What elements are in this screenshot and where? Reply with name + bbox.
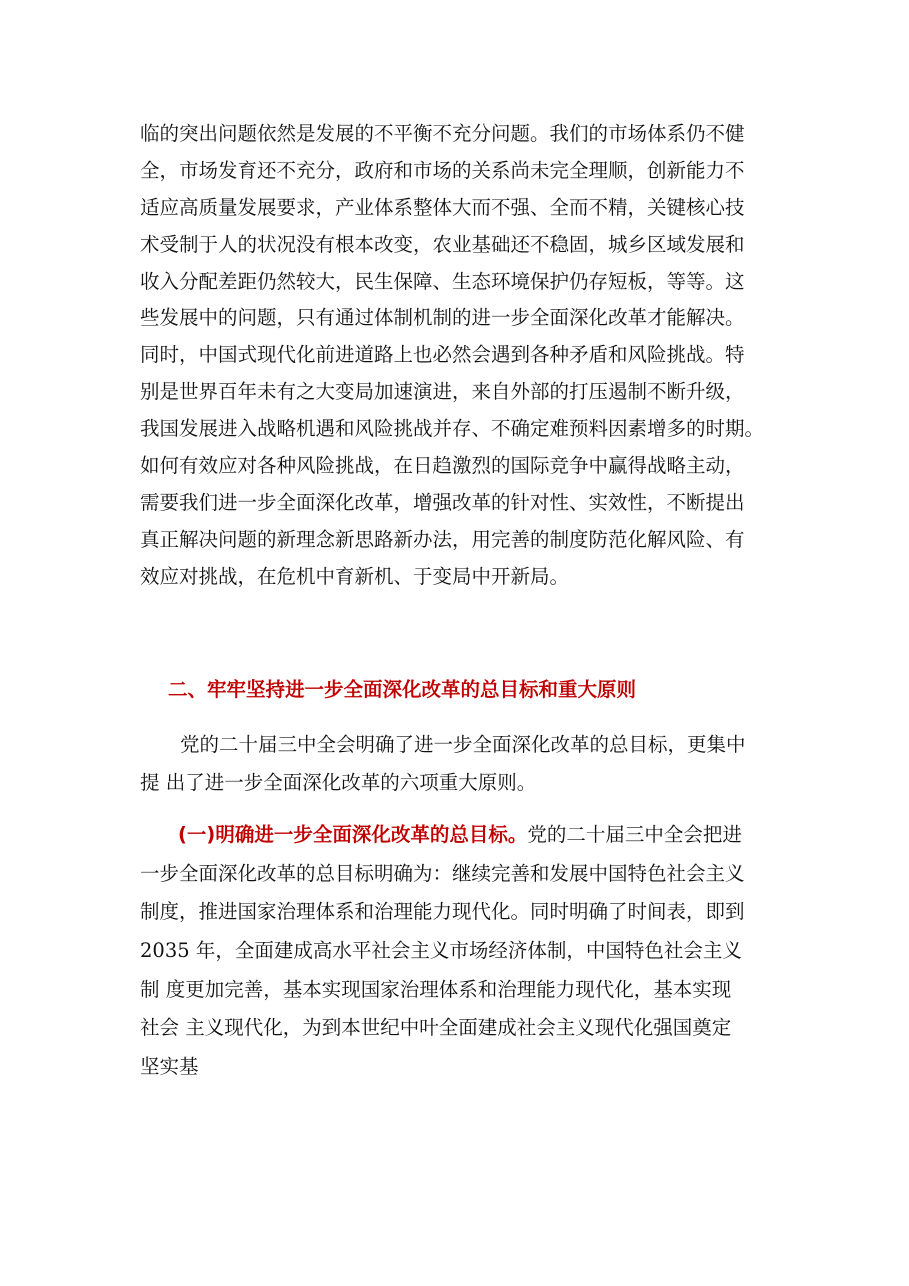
subsection-lead: (一)明确进一步全面深化改革的总目标。 bbox=[178, 823, 528, 846]
text-line: 些发展中的问题，只有通过体制机制的进一步全面深化改革才能解决。 bbox=[140, 306, 745, 330]
text-line: 效应对挑战，在危机中育新机、于变局中开新局。 bbox=[140, 564, 570, 588]
text-line: 别是世界百年未有之大变局加速演进，来自外部的打压遏制不断升级， bbox=[140, 380, 745, 404]
text-line: 党的二十届三中全会明确了进一步全面深化改革的总目标，更集中 bbox=[180, 733, 746, 756]
body-paragraph-2 bbox=[140, 726, 780, 802]
text-line: 真正解决问题的新理念新思路新办法，用完善的制度防范化解风险、有 bbox=[140, 527, 745, 551]
text-line: 提 出了进一步全面深化改革的六项重大原则。 bbox=[140, 771, 537, 794]
text-line: 全，市场发育还不充分，政府和市场的关系尚未完全理顺，创新能力不 bbox=[140, 158, 745, 182]
text-line-first bbox=[140, 816, 780, 855]
text-line: 适应高质量发展要求，产业体系整体大而不强、全而不精，关键核心技 bbox=[140, 195, 745, 219]
text-line: 同时，中国式现代化前进道路上也必然会遇到各种矛盾和风险挑战。特 bbox=[140, 343, 745, 367]
section-heading: 二、牢牢坚持进一步全面深化改革的总目标和重大原则 bbox=[168, 678, 637, 701]
text-line: 坚实基 bbox=[140, 1055, 199, 1079]
text-line: 临的突出问题依然是发展的不平衡不充分问题。我们的市场体系仍不健 bbox=[140, 122, 745, 145]
text-line: 一步全面深化改革的总目标明确为：继续完善和发展中国特色社会主义 bbox=[140, 861, 745, 885]
text-line: 制 度更加完善，基本实现国家治理体系和治理能力现代化，基本实现 bbox=[140, 977, 732, 1001]
text-line: 术受制于人的状况没有根本改变，农业基础还不稳固，城乡区域发展和 bbox=[140, 232, 745, 256]
text-line-rest: 党的二十届三中全会把进 bbox=[527, 823, 742, 846]
text-line: 收入分配差距仍然较大，民生保障、生态环境保护仍存短板，等等。这 bbox=[140, 269, 745, 293]
body-paragraph-3 bbox=[140, 816, 780, 1087]
text-line: 需要我们进一步全面深化改革，增强改革的针对性、实效性，不断提出 bbox=[140, 490, 745, 514]
text-line: 2035 年，全面建成高水平社会主义市场经济体制，中国特色社会主义 bbox=[140, 939, 742, 963]
text-line: 我国发展进入战略机遇和风险挑战并存、不确定难预料因素增多的时期。 bbox=[140, 417, 765, 441]
body-paragraph-1 bbox=[140, 116, 780, 596]
text-line: 社会 主义现代化，为到本世纪中叶全面建成社会主义现代化强国奠定 bbox=[140, 1016, 732, 1040]
text-line: 如何有效应对各种风险挑战，在日趋激烈的国际竞争中赢得战略主动， bbox=[140, 454, 745, 478]
text-line: 制度，推进国家治理体系和治理能力现代化。同时明确了时间表，即到 bbox=[140, 900, 745, 924]
